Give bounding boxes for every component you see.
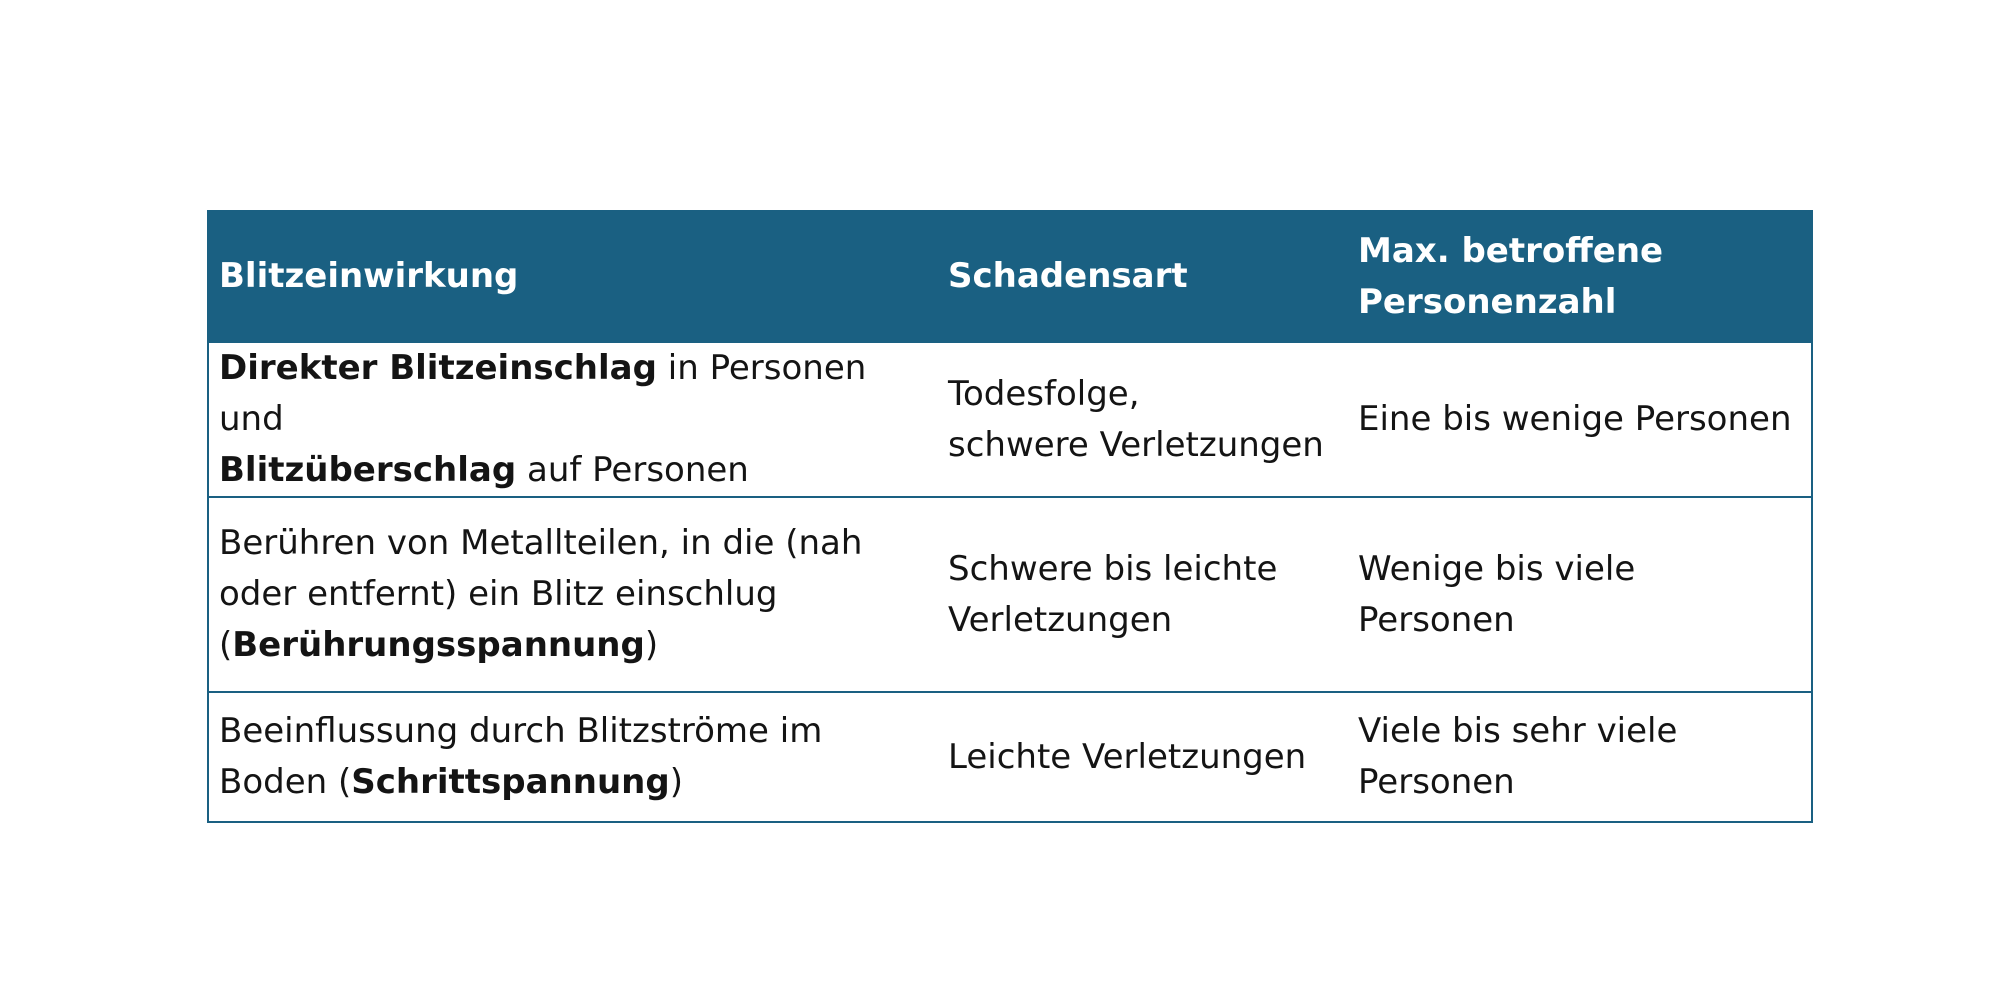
effect-line: Beeinflussung durch Blitzströme im [219,711,823,751]
table-header-row [208,211,1812,342]
effect-line [219,343,928,445]
persons-cell [1348,692,1812,822]
effect-line: oder entfernt) ein Blitz einschlug [219,574,778,614]
effect-cell [208,342,938,497]
persons-cell [1348,497,1812,692]
damage-cell [938,342,1348,497]
persons-line: Viele bis sehr viele [1358,711,1678,751]
persons-cell [1348,342,1812,497]
effect-text: ( [219,625,233,665]
damage-line: Schwere bis leichte [948,548,1278,589]
header-schadensart: Schadensart [948,256,1188,296]
effect-text: ) [669,762,683,802]
persons-line: Personen [1358,599,1515,640]
effect-line: Berühren von Metallteilen, in die (nah [219,523,863,563]
damage-line: Todesfolge, [948,373,1140,414]
persons-line: Wenige bis viele [1358,548,1636,589]
table-header [208,211,1812,342]
header-max-personenzahl [1348,211,1812,342]
header-max-personenzahl-line1: Max. betroffene [1358,230,1664,271]
persons-line: Eine bis wenige Personen [1358,399,1792,439]
effect-line [219,445,928,496]
effect-term: Schrittspannung [351,762,670,802]
damage-cell [938,692,1348,822]
effect-term: Direkter Blitzeinschlag [219,348,657,388]
header-blitzeinwirkung: Blitzeinwirkung [219,256,519,296]
damage-line: Verletzungen [948,599,1173,640]
damage-cell [938,497,1348,692]
lightning-impact-table [207,210,1813,823]
effect-term: Blitzüberschlag [219,450,517,490]
effect-cell [208,692,938,822]
effect-text: auf Personen [516,450,749,490]
effect-cell [208,497,938,692]
effect-text: ) [644,625,659,665]
table-row [208,497,1812,692]
damage-line: Leichte Verletzungen [948,736,1307,777]
effect-line [219,620,928,671]
effect-text: in Personen und [219,348,867,439]
table-row [208,692,1812,822]
table-row [208,342,1812,497]
persons-line: Personen [1358,762,1515,802]
damage-line: schwere Verletzungen [948,424,1324,465]
effect-term: Berührungsspannung [232,625,645,665]
effect-line [219,757,928,808]
effect-text: Boden ( [219,762,352,802]
header-max-personenzahl-line2: Personenzahl [1358,281,1617,322]
